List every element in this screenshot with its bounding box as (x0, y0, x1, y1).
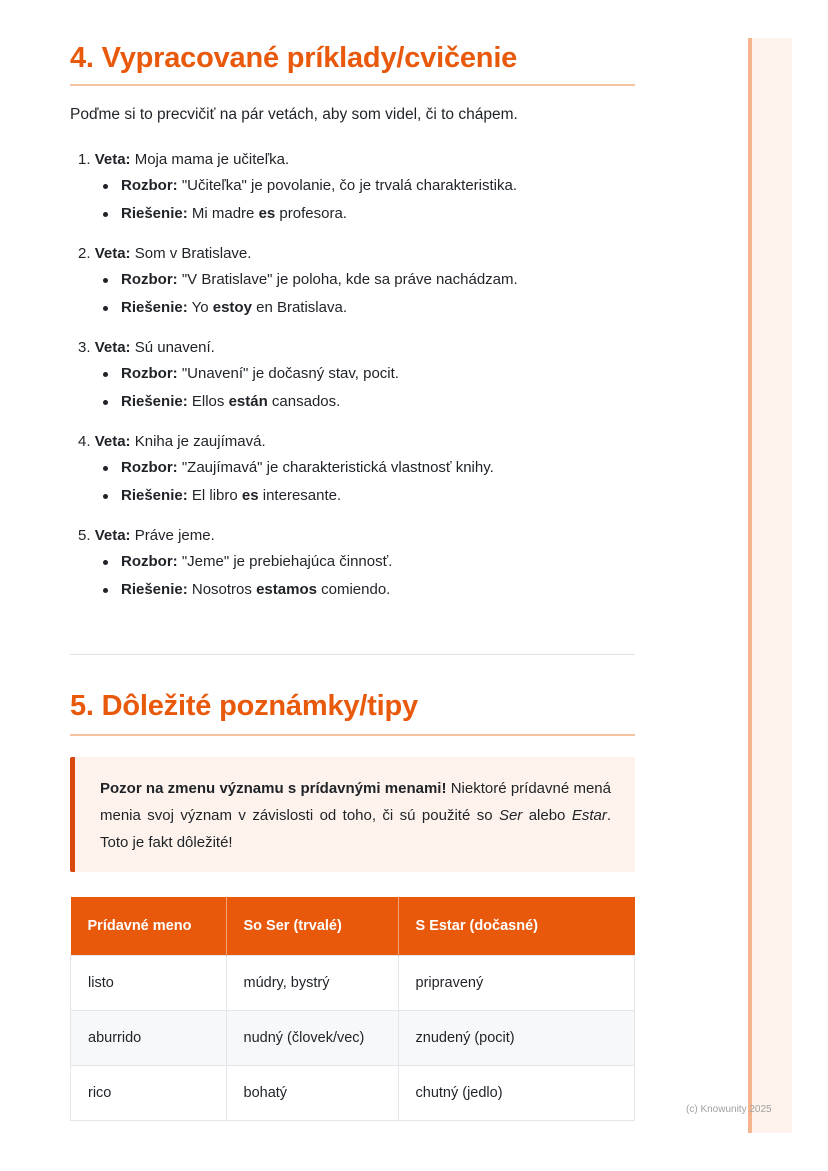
callout-text: Niektoré prídavné mená menia svoj význam v závislosti od toho, či sú použité so (100, 780, 611, 824)
example-item (70, 525, 635, 601)
section-divider (70, 654, 635, 655)
analysis-bullet (70, 363, 635, 385)
example-sentence (70, 149, 635, 171)
solution-text: Nosotros (191, 581, 257, 598)
analysis-text: "Učiteľka" je povolanie, čo je trvalá charakteristika. (181, 177, 517, 194)
table-cell: bohatý (226, 1066, 398, 1121)
solution-bullet (70, 485, 635, 507)
table-cell: listo (71, 956, 227, 1011)
table-row (71, 956, 635, 1011)
table-cell: rico (71, 1066, 227, 1121)
solution-text: interesante. (258, 487, 342, 504)
solution-label: Riešenie: (121, 299, 188, 316)
sentence-text: Práve jeme. (134, 527, 215, 544)
title-underline (70, 84, 635, 86)
analysis-label: Rozbor: (121, 177, 178, 194)
sentence-label: Veta: (94, 245, 131, 262)
analysis-text: "Zaujímavá" je charakteristická vlastnosť knihy. (181, 459, 494, 476)
sentence-text: Moja mama je učiteľka. (134, 151, 290, 168)
solution-label: Riešenie: (121, 393, 188, 410)
column-header: S Estar (dočasné) (398, 897, 635, 956)
solution-text: Mi madre (191, 205, 259, 222)
column-header: Prídavné meno (71, 897, 227, 956)
list-number: 1. (78, 151, 91, 168)
table-header-row (71, 897, 635, 956)
solution-bullet (70, 297, 635, 319)
solution-text: Ellos (191, 393, 229, 410)
callout-text: alebo (522, 807, 572, 824)
analysis-text: "V Bratislave" je poloha, kde sa práve nachádzam. (181, 271, 518, 288)
solution-verb: es (258, 205, 276, 222)
section-title-examples: 4. Vypracované príklady/cvičenie (70, 42, 518, 74)
solution-bullet (70, 579, 635, 601)
title-underline (70, 734, 635, 736)
table-row (71, 1066, 635, 1121)
callout-text: . Toto je fakt dôležité! (100, 807, 611, 851)
sentence-label: Veta: (94, 339, 131, 356)
solution-text: Yo (191, 299, 213, 316)
example-sentence (70, 431, 635, 453)
solution-text: El libro (191, 487, 242, 504)
callout-heading: Pozor na zmenu významu s prídavnými menami! (100, 780, 447, 797)
solution-text: en Bratislava. (251, 299, 347, 316)
sentence-text: Som v Bratislave. (134, 245, 252, 262)
analysis-label: Rozbor: (121, 271, 178, 288)
example-item (70, 243, 635, 319)
list-number: 4. (78, 433, 91, 450)
solution-verb: están (228, 393, 268, 410)
solution-bullet (70, 203, 635, 225)
analysis-label: Rozbor: (121, 553, 178, 570)
analysis-bullet (70, 175, 635, 197)
analysis-label: Rozbor: (121, 459, 178, 476)
side-margin-panel (748, 38, 792, 1133)
solution-label: Riešenie: (121, 487, 188, 504)
list-number: 3. (78, 339, 91, 356)
callout-term-ser: Ser (498, 807, 523, 824)
table-cell: pripravený (398, 956, 635, 1011)
solution-text: cansados. (267, 393, 341, 410)
example-sentence (70, 337, 635, 359)
intro-paragraph: Poďme si to precvičiť na pár vetách, aby som videl, či to chápem. (70, 106, 518, 123)
analysis-label: Rozbor: (121, 365, 178, 382)
analysis-text: "Jeme" je prebiehajúca činnosť. (181, 553, 393, 570)
solution-text: comiendo. (316, 581, 391, 598)
sentence-text: Kniha je zaujímavá. (134, 433, 266, 450)
table-cell: znudený (pocit) (398, 1011, 635, 1066)
tip-callout (70, 757, 635, 872)
example-item (70, 337, 635, 413)
example-sentence (70, 243, 635, 265)
copyright-text: (c) Knowunity 2025 (686, 1104, 772, 1115)
analysis-bullet (70, 269, 635, 291)
sentence-label: Veta: (94, 527, 131, 544)
list-number: 5. (78, 527, 91, 544)
example-sentence (70, 525, 635, 547)
sentence-label: Veta: (94, 433, 131, 450)
table-cell: aburrido (71, 1011, 227, 1066)
analysis-bullet (70, 457, 635, 479)
adjectives-table (70, 897, 635, 1121)
analysis-bullet (70, 551, 635, 573)
column-header: So Ser (trvalé) (226, 897, 398, 956)
solution-label: Riešenie: (121, 205, 188, 222)
solution-bullet (70, 391, 635, 413)
example-item (70, 149, 635, 225)
callout-term-estar: Estar (571, 807, 607, 824)
examples-list (70, 149, 635, 619)
example-item (70, 431, 635, 507)
solution-text: profesora. (275, 205, 347, 222)
solution-verb: estamos (256, 581, 317, 598)
sentence-text: Sú unavení. (134, 339, 215, 356)
list-number: 2. (78, 245, 91, 262)
solution-verb: estoy (212, 299, 252, 316)
table-row (71, 1011, 635, 1066)
table-cell: chutný (jedlo) (398, 1066, 635, 1121)
solution-verb: es (241, 487, 259, 504)
sentence-label: Veta: (94, 151, 131, 168)
table-cell: nudný (človek/vec) (226, 1011, 398, 1066)
analysis-text: "Unavení" je dočasný stav, pocit. (181, 365, 399, 382)
solution-label: Riešenie: (121, 581, 188, 598)
section-title-tips: 5. Dôležité poznámky/tipy (70, 690, 418, 722)
table-cell: múdry, bystrý (226, 956, 398, 1011)
